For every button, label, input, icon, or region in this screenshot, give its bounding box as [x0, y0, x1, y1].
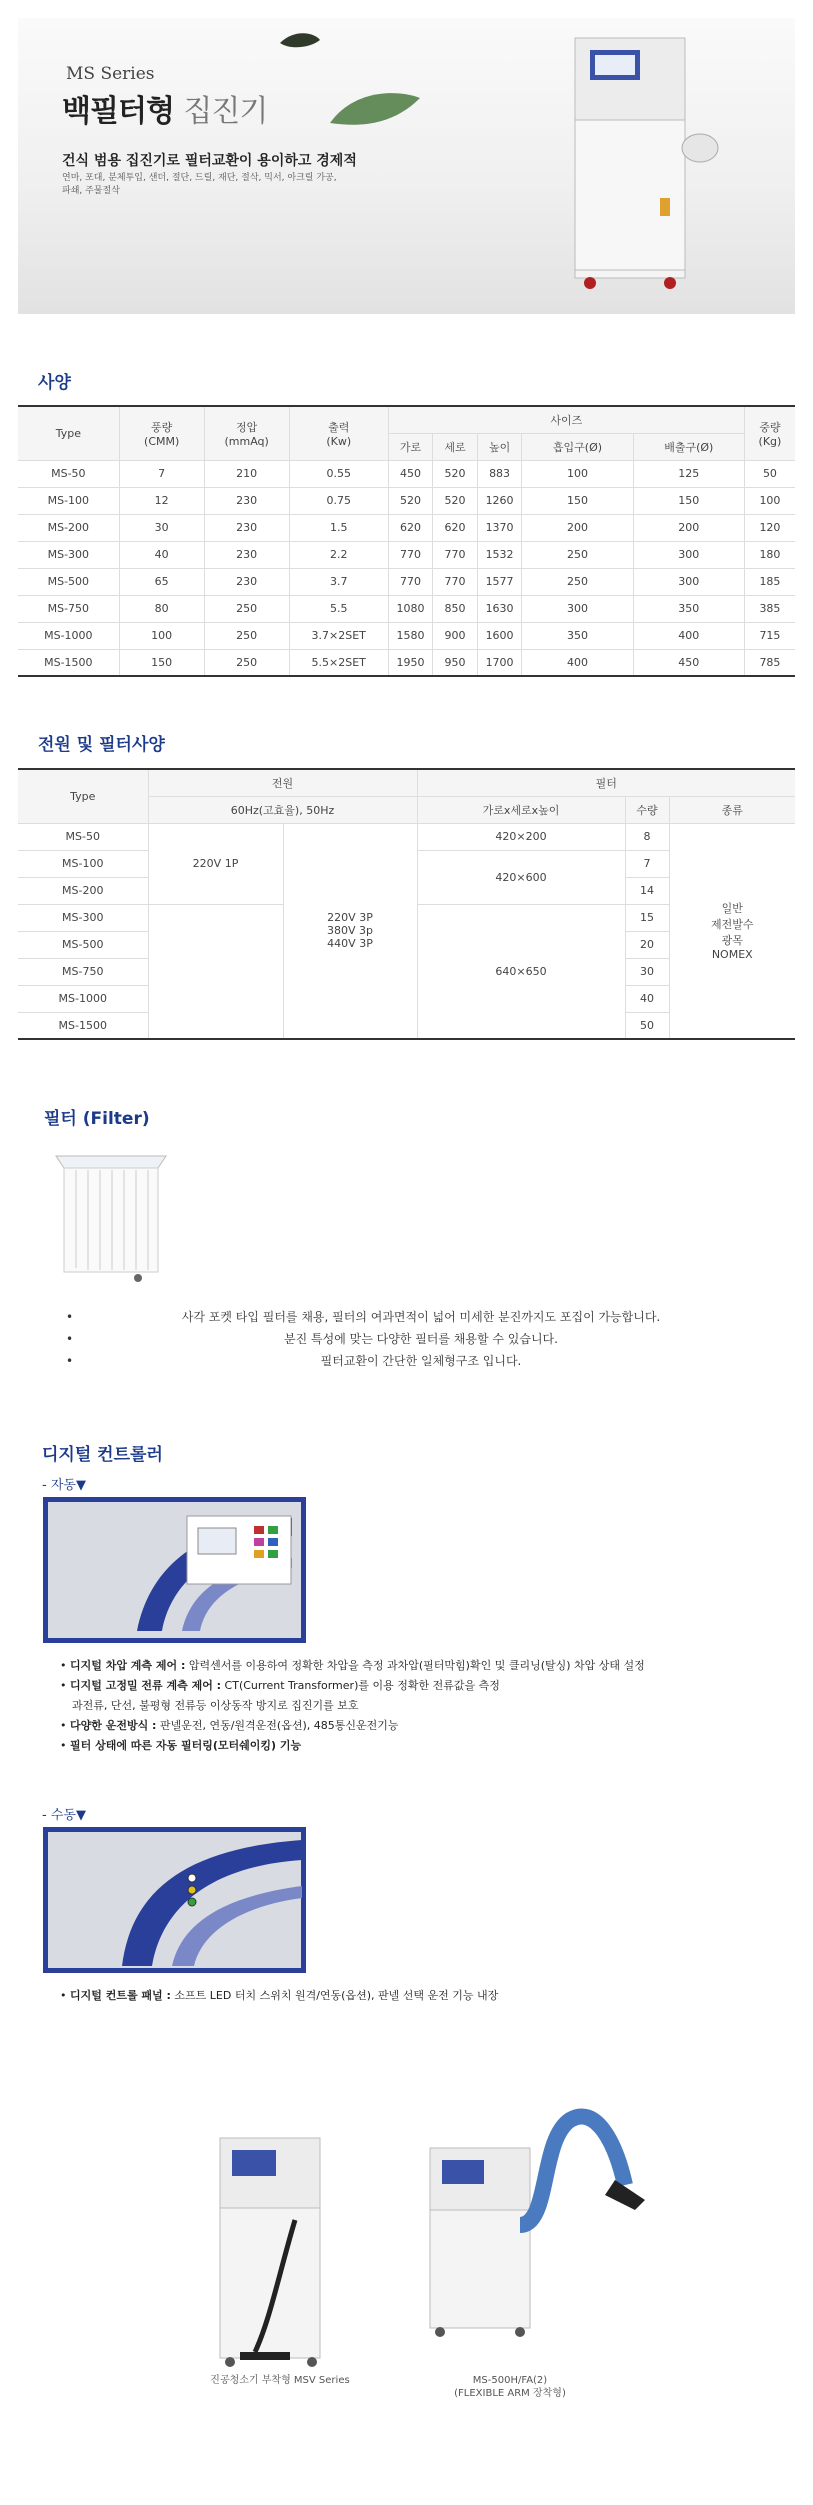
th-height: 높이: [477, 433, 522, 460]
bullet-text: 필터교환이 간단한 일체형구조 입니다.: [320, 1354, 522, 1368]
controller-heading: 디지털 컨트롤러: [42, 1445, 163, 1465]
table-cell: MS-200: [18, 514, 119, 541]
table-cell: 1080: [388, 595, 433, 622]
feature-bold: 디지털 차압 계측 제어 :: [70, 1659, 186, 1672]
right-caption-line1: MS-500H/FA(2): [472, 2375, 548, 2386]
table-row: [18, 595, 795, 622]
feature-bold: 필터 상태에 따른 자동 필터링(모터쉐이킹) 기능: [70, 1739, 302, 1752]
th-power-sub: 60Hz(고효율), 50Hz: [148, 796, 417, 823]
th-size: 사이즈: [388, 406, 744, 433]
title-main: 백필터형: [62, 94, 174, 129]
table-cell: 520: [433, 460, 478, 487]
table-cell: 150: [633, 487, 744, 514]
list-item: • 다양한 운전방식 : 판넬운전, 연동/원격운전(옵션), 485통신운전기능: [60, 1719, 399, 1732]
table-cell: 850: [433, 595, 478, 622]
table-cell: 30: [119, 514, 204, 541]
table-cell: 400: [522, 649, 633, 676]
table-cell: 125: [633, 460, 744, 487]
dust-collector-image: [565, 28, 725, 296]
dims-cell: 420×600: [417, 850, 625, 904]
table-cell: 250: [522, 568, 633, 595]
table-cell: 1577: [477, 568, 522, 595]
table-cell: 400: [633, 622, 744, 649]
manual-features: [60, 1986, 790, 2006]
table-cell: MS-100: [18, 487, 119, 514]
table-cell: MS-750: [18, 595, 119, 622]
table-cell: 300: [522, 595, 633, 622]
qty-cell: 20: [625, 931, 669, 958]
table-cell: MS-500: [18, 568, 119, 595]
th-type: Type: [18, 406, 119, 460]
th-dims: 가로x세로x높이: [417, 796, 625, 823]
power-table: [18, 768, 795, 1040]
table-cell: 7: [119, 460, 204, 487]
th-output: [289, 406, 388, 460]
tagline: 건식 범용 집진기로 필터교환이 용이하고 경제적: [62, 153, 357, 169]
manual-label: - 수동▼: [42, 1808, 86, 1823]
table-cell: 2.2: [289, 541, 388, 568]
table-cell: 40: [119, 541, 204, 568]
qty-cell: 14: [625, 877, 669, 904]
th-flow-label: 풍량: [151, 420, 173, 434]
table-cell: 883: [477, 460, 522, 487]
table-cell: 520: [433, 487, 478, 514]
table-cell: 900: [433, 622, 478, 649]
filter-kind-cell: [669, 823, 795, 1039]
table-cell: 770: [388, 541, 433, 568]
table-cell: 715: [744, 622, 795, 649]
feature-bold: 디지털 고정밀 전류 계측 제어 :: [70, 1679, 222, 1692]
table-cell: 1950: [388, 649, 433, 676]
dims-cell: 420×200: [417, 823, 625, 850]
table-cell: 785: [744, 649, 795, 676]
table-cell: 1580: [388, 622, 433, 649]
table-row: [18, 622, 795, 649]
feature-bold: 다양한 운전방식 :: [70, 1719, 157, 1732]
list-item: • 디지털 컨트롤 패널 : 소프트 LED 터치 스위치 원격/연동(옵션), 판넬 선택 운전 기능 내장: [60, 1989, 499, 2002]
table-cell: 620: [433, 514, 478, 541]
th-weight: [744, 406, 795, 460]
type-cell: MS-100: [18, 850, 148, 877]
table-cell: 385: [744, 595, 795, 622]
table-cell: 350: [522, 622, 633, 649]
feature-text: CT(Current Transformer)를 이용 정확한 전류값을 측정: [221, 1679, 500, 1692]
auto-controller-image: [42, 1496, 307, 1644]
power-header-row: [18, 769, 795, 796]
table-cell: 150: [522, 487, 633, 514]
table-cell: 185: [744, 568, 795, 595]
th-pressure-unit: (mmAq): [224, 434, 269, 448]
series-label: MS Series: [66, 64, 155, 84]
table-cell: 1700: [477, 649, 522, 676]
table-cell: 1532: [477, 541, 522, 568]
right-caption-line2: (FLEXIBLE ARM 장착형): [454, 2388, 566, 2399]
table-cell: 200: [633, 514, 744, 541]
th-flow-unit: (CMM): [144, 434, 180, 448]
table-row: [18, 649, 795, 676]
th-pressure: [204, 406, 289, 460]
th-output-label: 출력: [328, 420, 350, 434]
type-cell: MS-200: [18, 877, 148, 904]
table-cell: 100: [744, 487, 795, 514]
feature-text: 과전류, 단선, 불평형 전류등 이상동작 방지로 집진기를 보호: [72, 1699, 359, 1712]
th-flow: [119, 406, 204, 460]
table-cell: MS-1500: [18, 649, 119, 676]
power-heading: 전원 및 필터사양: [38, 735, 165, 755]
qty-cell: 40: [625, 985, 669, 1012]
leaf-decoration-icon: [270, 28, 430, 138]
right-caption: [420, 2374, 600, 2400]
table-row: [18, 487, 795, 514]
table-cell: 5.5: [289, 595, 388, 622]
uses-list: 연마, 포대, 분체투입, 샌더, 절단, 드릴, 재단, 절삭, 믹서, 아크릴 가공, 파쇄, 주물절삭: [62, 173, 337, 196]
qty-cell: 15: [625, 904, 669, 931]
product-title: [62, 86, 267, 130]
th-output-unit: (Kw): [326, 434, 352, 448]
table-cell: 3.7×2SET: [289, 622, 388, 649]
filter-kind-line: 일반: [721, 902, 743, 916]
type-cell: MS-300: [18, 904, 148, 931]
table-cell: 230: [204, 541, 289, 568]
table-cell: 1630: [477, 595, 522, 622]
qty-cell: 7: [625, 850, 669, 877]
dims-cell: 640×650: [417, 904, 625, 1039]
th-weight-label: 중량: [759, 420, 781, 434]
list-item: • 사각 포켓 타입 필터를 채용, 필터의 여과면적이 넓어 미세한 분진까지도 포집이 가능합니다.: [66, 1310, 661, 1324]
power-3p-line: 220V 3P: [327, 911, 373, 925]
th-pressure-label: 정압: [236, 420, 258, 434]
table-cell: 230: [204, 568, 289, 595]
table-cell: 620: [388, 514, 433, 541]
th-inlet: 흡입구(Ø): [522, 433, 633, 460]
table-cell: 300: [633, 541, 744, 568]
table-cell: 770: [388, 568, 433, 595]
power-1p-cell: 220V 1P: [148, 823, 283, 904]
list-item: • 필터교환이 간단한 일체형구조 입니다.: [66, 1354, 522, 1368]
table-cell: 950: [433, 649, 478, 676]
qty-cell: 30: [625, 958, 669, 985]
th-depth: 세로: [433, 433, 478, 460]
spec-table: [18, 405, 795, 677]
table-cell: 300: [633, 568, 744, 595]
th-type: Type: [18, 769, 148, 823]
table-cell: MS-1000: [18, 622, 119, 649]
table-cell: 1260: [477, 487, 522, 514]
table-cell: 1600: [477, 622, 522, 649]
table-cell: MS-300: [18, 541, 119, 568]
spec-header-row: [18, 406, 795, 433]
th-weight-unit: (Kg): [758, 434, 782, 448]
filter-kind-line: 광목: [721, 934, 743, 948]
table-cell: 250: [204, 622, 289, 649]
table-cell: 770: [433, 541, 478, 568]
table-cell: 50: [744, 460, 795, 487]
th-kind: 종류: [669, 796, 795, 823]
list-item: • 디지털 차압 계측 제어 : 압력센서를 이용하여 정확한 차압을 측정 과차압(필터막힘)확인 및 클리닝(탈싱) 차압 상태 설정: [60, 1659, 645, 1672]
feature-text: 판넬운전, 연동/원격운전(옵션), 485통신운전기능: [156, 1719, 399, 1732]
qty-cell: 8: [625, 823, 669, 850]
spec-table-body: [18, 460, 795, 676]
table-cell: 3.7: [289, 568, 388, 595]
filter-image: [48, 1148, 178, 1290]
table-cell: 12: [119, 487, 204, 514]
auto-label: - 자동▼: [42, 1478, 86, 1493]
manual-controller-image: [42, 1826, 307, 1974]
spec-heading: 사양: [38, 373, 71, 393]
th-qty: 수량: [625, 796, 669, 823]
table-cell: 250: [204, 595, 289, 622]
table-cell: 200: [522, 514, 633, 541]
table-cell: 5.5×2SET: [289, 649, 388, 676]
feature-bold: 디지털 컨트롤 패널 :: [70, 1989, 171, 2002]
table-cell: 80: [119, 595, 204, 622]
left-caption: 진공청소기 부착형 MSV Series: [210, 2375, 350, 2386]
table-cell: 100: [522, 460, 633, 487]
table-cell: 230: [204, 487, 289, 514]
table-cell: 120: [744, 514, 795, 541]
table-row: [18, 541, 795, 568]
type-cell: MS-750: [18, 958, 148, 985]
table-cell: 450: [633, 649, 744, 676]
table-cell: 450: [388, 460, 433, 487]
filter-kind-line: NOMEX: [711, 948, 753, 962]
flexible-arm-image: [420, 2100, 660, 2340]
type-cell: MS-50: [18, 823, 148, 850]
power-3p-cell: [283, 823, 417, 1039]
list-item: • 분진 특성에 맞는 다양한 필터를 채용할 수 있습니다.: [66, 1332, 558, 1346]
qty-cell: 50: [625, 1012, 669, 1039]
table-row: [18, 460, 795, 487]
auto-features: [60, 1656, 790, 1756]
msv-series-image: [200, 2130, 350, 2370]
power-3p-line: 440V 3P: [327, 937, 373, 951]
table-cell: 180: [744, 541, 795, 568]
type-cell: MS-1000: [18, 985, 148, 1012]
filter-kind-line: 제전발수: [710, 918, 754, 932]
table-row: [18, 568, 795, 595]
table-row: [18, 514, 795, 541]
list-item: • 필터 상태에 따른 자동 필터링(모터쉐이킹) 기능: [60, 1739, 302, 1752]
table-cell: 230: [204, 514, 289, 541]
power-3p-line: 380V 3p: [327, 924, 373, 938]
bullet-text: 분진 특성에 맞는 다양한 필터를 채용할 수 있습니다.: [284, 1332, 558, 1346]
table-cell: 1.5: [289, 514, 388, 541]
table-cell: 770: [433, 568, 478, 595]
list-item: • 디지털 고정밀 전류 계측 제어 : CT(Current Transformer)를 이용 정확한 전류값을 측정: [60, 1679, 500, 1692]
table-row: [18, 823, 795, 850]
table-cell: 65: [119, 568, 204, 595]
table-cell: 0.75: [289, 487, 388, 514]
power-1p-empty: [148, 904, 283, 1039]
list-item: [60, 1696, 790, 1716]
filter-bullets: [66, 1306, 776, 1372]
table-cell: 520: [388, 487, 433, 514]
th-filter: 필터: [417, 769, 795, 796]
table-cell: 250: [204, 649, 289, 676]
bullet-text: 사각 포켓 타입 필터를 채용, 필터의 여과면적이 넓어 미세한 분진까지도 포집이 가능합니다.: [181, 1310, 661, 1324]
title-sub: 집진기: [183, 94, 268, 129]
th-width: 가로: [388, 433, 433, 460]
feature-text: 소프트 LED 터치 스위치 원격/연동(옵션), 판넬 선택 운전 기능 내장: [170, 1989, 499, 2002]
table-cell: 150: [119, 649, 204, 676]
feature-text: 압력센서를 이용하여 정확한 차압을 측정 과차압(필터막힘)확인 및 클리닝(탈싱) 차압 상태 설정: [185, 1659, 645, 1672]
th-outlet: 배출구(Ø): [633, 433, 744, 460]
table-cell: 250: [522, 541, 633, 568]
table-cell: 1370: [477, 514, 522, 541]
table-cell: 100: [119, 622, 204, 649]
table-cell: 350: [633, 595, 744, 622]
table-cell: 0.55: [289, 460, 388, 487]
type-cell: MS-1500: [18, 1012, 148, 1039]
table-cell: 210: [204, 460, 289, 487]
th-power: 전원: [148, 769, 417, 796]
type-cell: MS-500: [18, 931, 148, 958]
filter-heading: 필터 (Filter): [44, 1109, 150, 1129]
table-cell: MS-50: [18, 460, 119, 487]
